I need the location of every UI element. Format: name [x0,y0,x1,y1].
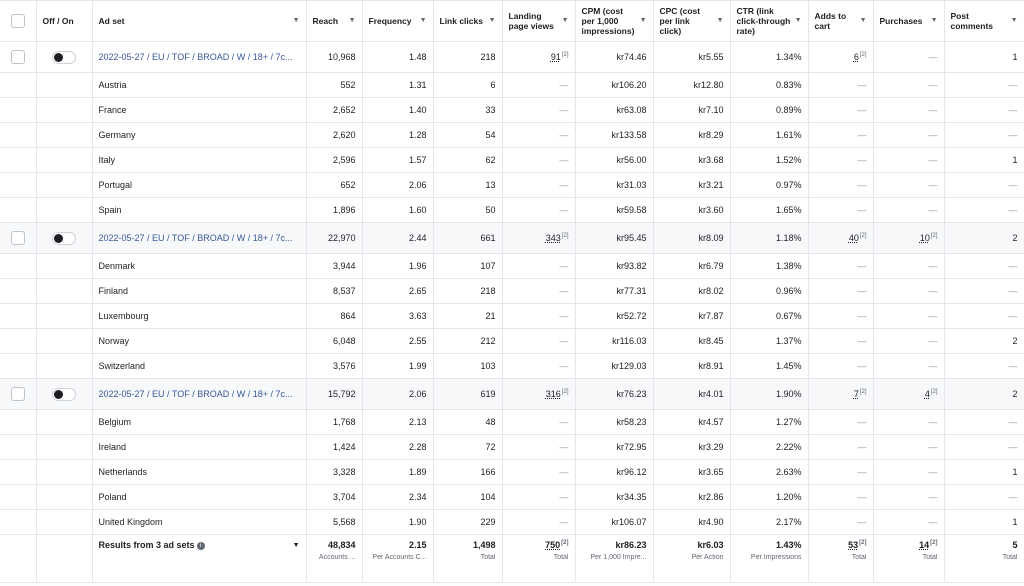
cell-purchases: — [873,485,944,510]
country-name: France [92,98,306,123]
cell-post-comments: — [944,198,1024,223]
country-name: United Kingdom [92,510,306,535]
cell-frequency: 2.06 [362,173,433,198]
cell-reach: 10,968 [306,42,362,73]
country-name: Portugal [92,173,306,198]
country-name: Ireland [92,435,306,460]
country-name: Norway [92,329,306,354]
total-landing-page-views: 750[2] Total [502,535,575,583]
cell-adds-to-cart: — [808,329,873,354]
breakdown-row [0,73,1024,98]
cell-landing-page-views: 91[2] [502,42,575,73]
cell-adds-to-cart: — [808,435,873,460]
breakdown-row [0,485,1024,510]
country-name: Poland [92,485,306,510]
cell-adds-to-cart: 7[2] [808,379,873,410]
cell-link-clicks: 212 [433,329,502,354]
totals-row [0,535,1024,583]
cell-ctr: 0.83% [730,73,808,98]
cell-purchases: — [873,198,944,223]
cell-cpc: kr3.65 [653,460,730,485]
cell-link-clicks: 54 [433,123,502,148]
cell-ctr: 1.45% [730,354,808,379]
cell-purchases: — [873,123,944,148]
cell-frequency: 3.63 [362,304,433,329]
cell-ctr: 1.37% [730,329,808,354]
cell-landing-page-views: — [502,148,575,173]
cell-post-comments: — [944,435,1024,460]
row-checkbox[interactable] [11,387,25,401]
cell-ctr: 1.27% [730,410,808,435]
cell-cpc: kr12.80 [653,73,730,98]
cell-cpm: kr59.58 [575,198,653,223]
cell-cpc: kr8.09 [653,223,730,254]
cell-reach: 552 [306,73,362,98]
cell-reach: 2,596 [306,148,362,173]
cell-post-comments: — [944,73,1024,98]
breakdown-row [0,510,1024,535]
cell-purchases: — [873,42,944,73]
cell-cpm: kr58.23 [575,410,653,435]
cell-purchases: — [873,354,944,379]
cell-frequency: 2.06 [362,379,433,410]
cell-frequency: 2.65 [362,279,433,304]
cell-reach: 3,328 [306,460,362,485]
cell-post-comments: — [944,123,1024,148]
cell-purchases: — [873,460,944,485]
cell-cpc: kr8.91 [653,354,730,379]
info-icon[interactable]: i [197,542,205,550]
cell-cpc: kr8.02 [653,279,730,304]
header-ctr[interactable]: CTR (link click-through rate) ▼ [730,1,808,42]
cell-ctr: 2.22% [730,435,808,460]
cell-cpc: kr7.10 [653,98,730,123]
cell-post-comments: 1 [944,510,1024,535]
cell-cpm: kr34.35 [575,485,653,510]
cell-link-clicks: 72 [433,435,502,460]
cell-cpm: kr96.12 [575,460,653,485]
total-purchases: 14[2] Total [873,535,944,583]
cell-adds-to-cart: 6[2] [808,42,873,73]
cell-purchases: — [873,254,944,279]
country-name: Finland [92,279,306,304]
breakdown-row [0,304,1024,329]
cell-ctr: 1.34% [730,42,808,73]
cell-landing-page-views: — [502,460,575,485]
total-cpc: kr6.03 Per Action [653,535,730,583]
cell-ctr: 1.61% [730,123,808,148]
ad-set-row [0,223,1024,254]
breakdown-row [0,435,1024,460]
cell-ctr: 0.89% [730,98,808,123]
cell-landing-page-views: — [502,123,575,148]
cell-link-clicks: 166 [433,460,502,485]
ad-set-name[interactable]: 2022-05-27 / EU / TOF / BROAD / W / 18+ / 7c... [92,223,306,254]
cell-reach: 3,704 [306,485,362,510]
cell-landing-page-views: — [502,485,575,510]
cell-frequency: 1.40 [362,98,433,123]
totals-label: Results from 3 ad sets i ▼ [92,535,306,583]
country-name: Austria [92,73,306,98]
cell-reach: 1,768 [306,410,362,435]
cell-post-comments: — [944,354,1024,379]
cell-cpm: kr52.72 [575,304,653,329]
cell-adds-to-cart: — [808,279,873,304]
total-link-clicks: 1,498 Total [433,535,502,583]
cell-adds-to-cart: — [808,460,873,485]
breakdown-row [0,148,1024,173]
cell-landing-page-views: — [502,304,575,329]
cell-landing-page-views: — [502,173,575,198]
cell-purchases: — [873,304,944,329]
sort-icon: ▼ [292,17,300,24]
cell-frequency: 1.28 [362,123,433,148]
cell-ctr: 0.96% [730,279,808,304]
header-cpc[interactable]: CPC (cost per link click) ▼ [653,1,730,42]
cell-frequency: 2.34 [362,485,433,510]
cell-adds-to-cart: — [808,98,873,123]
cell-ctr: 1.38% [730,254,808,279]
ad-set-toggle[interactable] [52,388,76,401]
cell-link-clicks: 62 [433,148,502,173]
cell-cpc: kr3.21 [653,173,730,198]
total-frequency: 2.15 Per Accounts C... [362,535,433,583]
cell-post-comments: 1 [944,42,1024,73]
country-name: Germany [92,123,306,148]
breakdown-row [0,460,1024,485]
cell-adds-to-cart: 40[2] [808,223,873,254]
header-select-all[interactable] [0,1,36,42]
cell-landing-page-views: — [502,98,575,123]
cell-post-comments: — [944,254,1024,279]
cell-reach: 5,568 [306,510,362,535]
header-row [0,1,1024,42]
cell-cpc: kr4.57 [653,410,730,435]
cell-post-comments: — [944,410,1024,435]
cell-frequency: 1.96 [362,254,433,279]
total-post-comments: 5 Total [944,535,1024,583]
sort-icon: ▼ [639,17,647,24]
cell-reach: 8,537 [306,279,362,304]
cell-link-clicks: 218 [433,279,502,304]
cell-purchases: 4[2] [873,379,944,410]
total-reach: 48,834 Accounts ... [306,535,362,583]
sort-icon: ▼ [419,17,427,24]
total-adds-to-cart: 53[2] Total [808,535,873,583]
cell-reach: 3,944 [306,254,362,279]
cell-cpc: kr8.45 [653,329,730,354]
cell-adds-to-cart: — [808,198,873,223]
country-name: Italy [92,148,306,173]
cell-cpm: kr74.46 [575,42,653,73]
cell-frequency: 2.44 [362,223,433,254]
cell-purchases: — [873,510,944,535]
cell-ctr: 2.17% [730,510,808,535]
cell-purchases: — [873,173,944,198]
cell-landing-page-views: — [502,279,575,304]
sort-icon: ▼ [561,17,569,24]
cell-post-comments: — [944,98,1024,123]
cell-frequency: 1.57 [362,148,433,173]
cell-link-clicks: 218 [433,42,502,73]
cell-frequency: 1.31 [362,73,433,98]
breakdown-row [0,254,1024,279]
breakdown-row [0,198,1024,223]
cell-link-clicks: 33 [433,98,502,123]
cell-reach: 6,048 [306,329,362,354]
cell-post-comments: 1 [944,148,1024,173]
cell-cpc: kr3.29 [653,435,730,460]
ad-set-name[interactable]: 2022-05-27 / EU / TOF / BROAD / W / 18+ / 7c... [92,379,306,410]
cell-landing-page-views: — [502,435,575,460]
cell-reach: 15,792 [306,379,362,410]
cell-cpc: kr5.55 [653,42,730,73]
cell-cpm: kr106.07 [575,510,653,535]
cell-post-comments: — [944,279,1024,304]
row-checkbox[interactable] [11,50,25,64]
cell-landing-page-views: — [502,73,575,98]
cell-post-comments: 2 [944,379,1024,410]
breakdown-row [0,354,1024,379]
cell-cpm: kr95.45 [575,223,653,254]
sort-icon: ▼ [1010,17,1018,24]
cell-landing-page-views: — [502,329,575,354]
ad-set-toggle[interactable] [52,232,76,245]
cell-adds-to-cart: — [808,73,873,98]
sort-icon: ▼ [348,17,356,24]
cell-frequency: 1.48 [362,42,433,73]
toggle-knob [54,390,63,399]
cell-frequency: 1.90 [362,510,433,535]
cell-cpc: kr3.68 [653,148,730,173]
ad-set-row [0,379,1024,410]
sort-icon: ▼ [930,17,938,24]
cell-purchases: — [873,435,944,460]
cell-reach: 2,652 [306,98,362,123]
cell-post-comments: — [944,304,1024,329]
cell-cpm: kr56.00 [575,148,653,173]
ad-set-name[interactable]: 2022-05-27 / EU / TOF / BROAD / W / 18+ / 7c... [92,42,306,73]
header-cpm[interactable]: CPM (cost per 1,000 impressions) ▼ [575,1,653,42]
header-frequency[interactable]: Frequency ▼ [362,1,433,42]
cell-cpm: kr129.03 [575,354,653,379]
header-landing-page-views[interactable]: Landing page views ▼ [502,1,575,42]
header-link-clicks[interactable]: Link clicks ▼ [433,1,502,42]
cell-cpm: kr116.03 [575,329,653,354]
cell-cpm: kr77.31 [575,279,653,304]
cell-ctr: 1.65% [730,198,808,223]
toggle-knob [54,234,63,243]
header-post-comments[interactable]: Post comments ▼ [944,1,1024,42]
cell-purchases: — [873,410,944,435]
cell-post-comments: — [944,173,1024,198]
cell-cpc: kr7.87 [653,304,730,329]
cell-landing-page-views: — [502,354,575,379]
cell-landing-page-views: — [502,510,575,535]
cell-cpm: kr76.23 [575,379,653,410]
cell-landing-page-views: — [502,410,575,435]
cell-frequency: 1.89 [362,460,433,485]
cell-ctr: 2.63% [730,460,808,485]
cell-frequency: 2.28 [362,435,433,460]
cell-frequency: 2.55 [362,329,433,354]
ad-set-row [0,42,1024,73]
cell-cpm: kr93.82 [575,254,653,279]
cell-link-clicks: 661 [433,223,502,254]
cell-reach: 3,576 [306,354,362,379]
cell-cpc: kr8.29 [653,123,730,148]
cell-ctr: 1.52% [730,148,808,173]
cell-reach: 864 [306,304,362,329]
cell-cpm: kr63.08 [575,98,653,123]
header-purchases[interactable]: Purchases ▼ [873,1,944,42]
breakdown-row [0,123,1024,148]
cell-frequency: 1.99 [362,354,433,379]
cell-link-clicks: 107 [433,254,502,279]
sort-icon: ▼ [859,17,867,24]
cell-cpc: kr4.90 [653,510,730,535]
cell-purchases: — [873,329,944,354]
cell-ctr: 1.90% [730,379,808,410]
cell-adds-to-cart: — [808,410,873,435]
breakdown-row [0,410,1024,435]
cell-landing-page-views: 343[2] [502,223,575,254]
cell-post-comments: 2 [944,329,1024,354]
cell-adds-to-cart: — [808,173,873,198]
cell-link-clicks: 48 [433,410,502,435]
cell-landing-page-views: — [502,254,575,279]
country-name: Belgium [92,410,306,435]
cell-ctr: 0.97% [730,173,808,198]
total-ctr: 1.43% Per Impressions [730,535,808,583]
cell-link-clicks: 6 [433,73,502,98]
cell-cpc: kr6.79 [653,254,730,279]
total-cpm: kr86.23 Per 1,000 Impre... [575,535,653,583]
cell-link-clicks: 50 [433,198,502,223]
cell-link-clicks: 104 [433,485,502,510]
cell-post-comments: — [944,485,1024,510]
sort-icon: ▼ [488,17,496,24]
cell-link-clicks: 21 [433,304,502,329]
cell-adds-to-cart: — [808,254,873,279]
cell-ctr: 0.67% [730,304,808,329]
cell-landing-page-views: 316[2] [502,379,575,410]
cell-cpc: kr2.86 [653,485,730,510]
cell-post-comments: 2 [944,223,1024,254]
country-name: Switzerland [92,354,306,379]
cell-post-comments: 1 [944,460,1024,485]
header-off-on: Off / On [36,1,92,42]
cell-cpm: kr133.58 [575,123,653,148]
country-name: Netherlands [92,460,306,485]
cell-purchases: — [873,279,944,304]
cell-cpm: kr31.03 [575,173,653,198]
cell-adds-to-cart: — [808,354,873,379]
cell-reach: 1,896 [306,198,362,223]
cell-ctr: 1.20% [730,485,808,510]
cell-link-clicks: 13 [433,173,502,198]
cell-cpm: kr72.95 [575,435,653,460]
cell-link-clicks: 229 [433,510,502,535]
breakdown-row [0,329,1024,354]
cell-landing-page-views: — [502,198,575,223]
cell-frequency: 2.13 [362,410,433,435]
cell-purchases: — [873,148,944,173]
caret-down-icon[interactable]: ▼ [292,542,300,549]
cell-reach: 652 [306,173,362,198]
sort-icon: ▼ [794,17,802,24]
select-all-checkbox[interactable] [11,14,25,28]
cell-link-clicks: 619 [433,379,502,410]
header-ad-set[interactable]: Ad set ▼ [92,1,306,42]
header-reach[interactable]: Reach ▼ [306,1,362,42]
cell-ctr: 1.18% [730,223,808,254]
header-adds-to-cart[interactable]: Adds to cart ▼ [808,1,873,42]
cell-reach: 2,620 [306,123,362,148]
country-name: Spain [92,198,306,223]
cell-adds-to-cart: — [808,485,873,510]
cell-purchases: 10[2] [873,223,944,254]
cell-reach: 22,970 [306,223,362,254]
cell-adds-to-cart: — [808,148,873,173]
country-name: Denmark [92,254,306,279]
breakdown-row [0,173,1024,198]
country-name: Luxembourg [92,304,306,329]
cell-purchases: — [873,98,944,123]
breakdown-row [0,279,1024,304]
sort-icon: ▼ [716,17,724,24]
cell-cpc: kr3.60 [653,198,730,223]
cell-link-clicks: 103 [433,354,502,379]
cell-purchases: — [873,73,944,98]
cell-adds-to-cart: — [808,304,873,329]
cell-adds-to-cart: — [808,510,873,535]
row-checkbox[interactable] [11,231,25,245]
ad-set-toggle[interactable] [52,51,76,64]
cell-adds-to-cart: — [808,123,873,148]
cell-frequency: 1.60 [362,198,433,223]
breakdown-row [0,98,1024,123]
cell-reach: 1,424 [306,435,362,460]
cell-cpm: kr106.20 [575,73,653,98]
cell-cpc: kr4.01 [653,379,730,410]
toggle-knob [54,53,63,62]
